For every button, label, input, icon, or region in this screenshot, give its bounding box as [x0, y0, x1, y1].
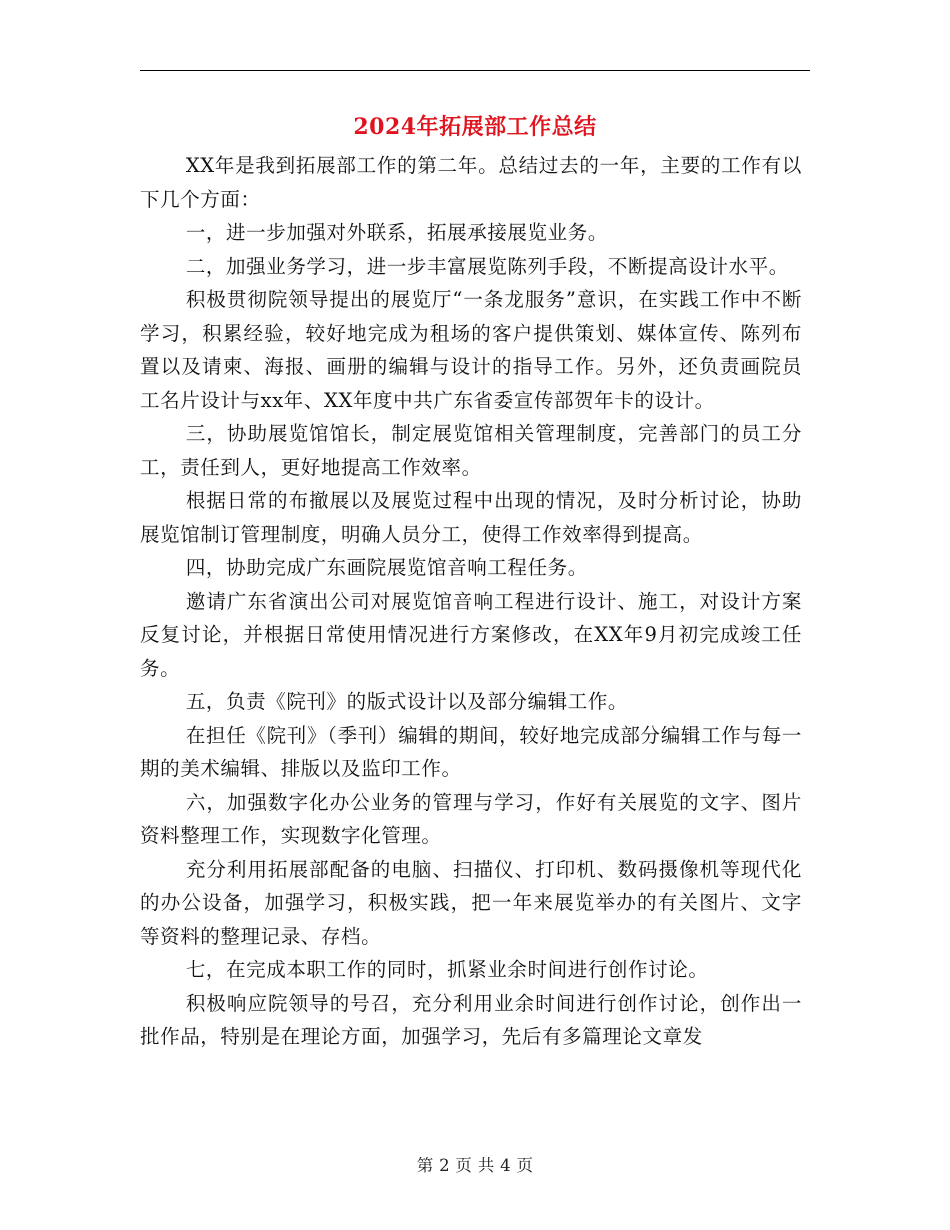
paragraph: 积极响应院领导的号召，充分利用业余时间进行创作讨论，创作出一批作品，特别是在理论方面，加强学习，先后有多篇理论文章发: [140, 991, 802, 1048]
paragraph: 四，协助完成广东画院展览馆音响工程任务。: [185, 556, 588, 579]
paragraph: 二，加强业务学习，进一步丰富展览陈列手段，不断提高设计水平。: [185, 254, 789, 278]
paragraph: 五，负责《院刊》的版式设计以及部分编辑工作。: [185, 690, 629, 713]
paragraph: 七，在完成本职工作的同时，抓紧业余时间进行创作讨论。: [185, 958, 709, 981]
paragraph: 在担任《院刊》（季刊）编辑的期间，较好地完成部分编辑工作与每一期的美术编辑、排版以及监印工作。: [140, 723, 802, 780]
paragraph: 邀请广东省演出公司对展览馆音响工程进行设计、施工，对设计方案反复讨论，并根据日常使用情况进行方案修改，在XX年9月初完成竣工任务。: [140, 589, 802, 680]
paragraph: 积极贯彻院领导提出的展览厅“一条龙服务”意识，在实践工作中不断学习，积累经验，较好地完成为租场的客户提供策划、媒体宣传、陈列布置以及请柬、海报、画册的编辑与设计的指导工作。另外，还负责画院员工名片设计与xx年、XX年度中共广东省委宣传部贺年卡的设计。: [140, 288, 802, 412]
document-title: 2024年拓展部工作总结: [353, 114, 597, 140]
paragraph: 一，进一步加强对外联系，拓展承接展览业务。: [185, 221, 608, 244]
paragraph: 六，加强数字化办公业务的管理与学习，作好有关展览的文字、图片资料整理工作，实现数字化管理。: [140, 790, 802, 847]
paragraph: 充分利用拓展部配备的电脑、扫描仪、打印机、数码摄像机等现代化的办公设备，加强学习，积极实践，把一年来展览举办的有关图片、文字等资料的整理记录、存档。: [140, 857, 802, 948]
paragraph: XX年是我到拓展部工作的第二年。总结过去的一年，主要的工作有以下几个方面：: [140, 154, 802, 211]
document-body: [140, 149, 802, 1054]
paragraph: 根据日常的布撤展以及展览过程中出现的情况，及时分析讨论，协助展览馆制订管理制度，明确人员分工，使得工作效率得到提高。: [140, 489, 802, 546]
page-number-footer: 第 2 页 共 4 页: [416, 1156, 534, 1175]
paragraph: 三，协助展览馆馆长，制定展览馆相关管理制度，完善部门的员工分工，责任到人，更好地提高工作效率。: [140, 422, 802, 479]
header-rule: [140, 70, 810, 71]
